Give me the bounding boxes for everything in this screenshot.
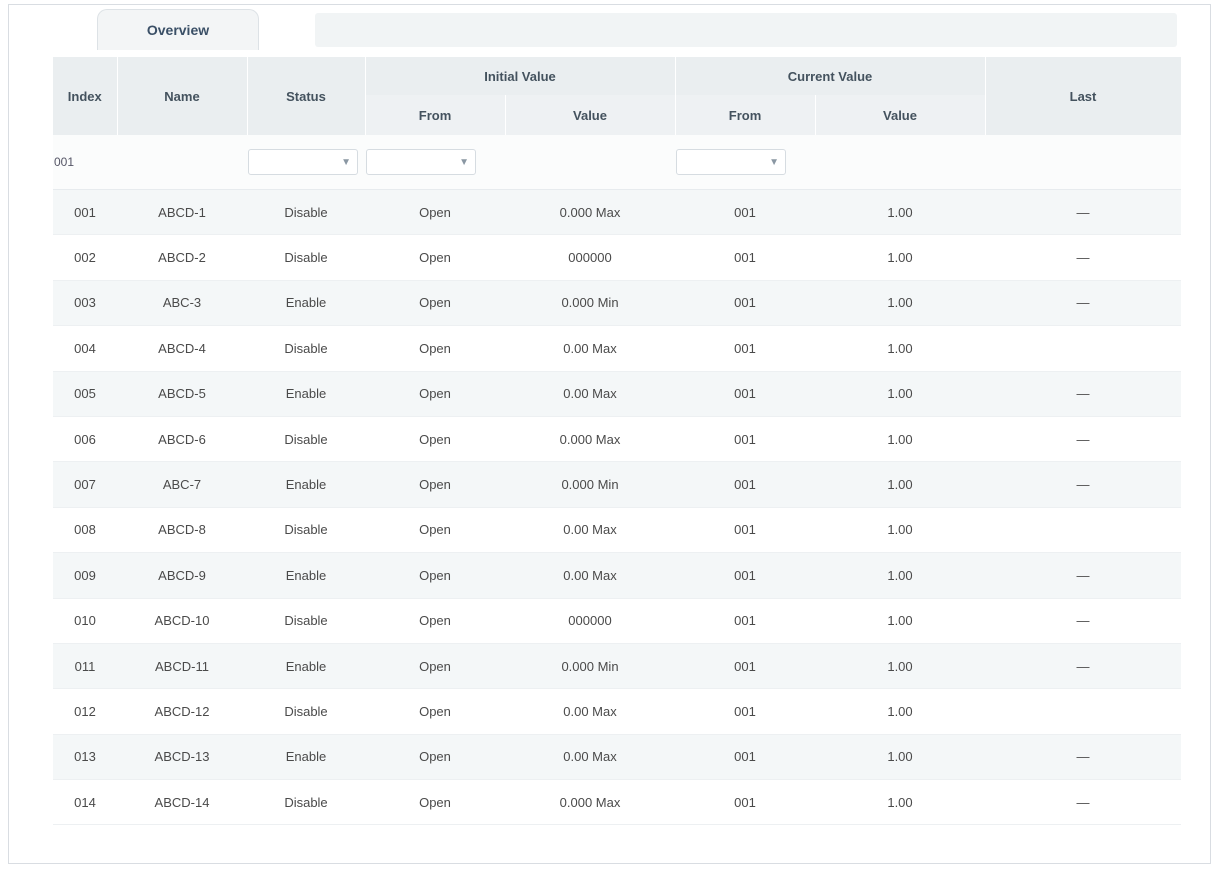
cell-from-current: 001 bbox=[675, 507, 815, 552]
header-group-initial: Initial Value bbox=[365, 57, 675, 95]
cell-index: 014 bbox=[53, 780, 117, 825]
cell-from-current: 001 bbox=[675, 462, 815, 507]
cell-name: ABC-3 bbox=[117, 280, 247, 325]
cell-index: 003 bbox=[53, 280, 117, 325]
filter-value-initial bbox=[505, 135, 675, 190]
cell-from-initial: Open bbox=[365, 507, 505, 552]
cell-name: ABCD-12 bbox=[117, 689, 247, 734]
cell-value-initial: 000000 bbox=[505, 598, 675, 643]
table-row[interactable] bbox=[53, 190, 1181, 235]
cell-value-current: 1.00 bbox=[815, 462, 985, 507]
cell-status: Disable bbox=[247, 326, 365, 371]
cell-name: ABCD-5 bbox=[117, 371, 247, 416]
table-row[interactable] bbox=[53, 780, 1181, 825]
cell-name: ABCD-13 bbox=[117, 734, 247, 779]
table-row[interactable] bbox=[53, 280, 1181, 325]
cell-index: 005 bbox=[53, 371, 117, 416]
cell-name: ABCD-1 bbox=[117, 190, 247, 235]
cell-last: — bbox=[985, 462, 1181, 507]
cell-last: — bbox=[985, 553, 1181, 598]
cell-last: — bbox=[985, 598, 1181, 643]
cell-index: 008 bbox=[53, 507, 117, 552]
filter-name bbox=[117, 135, 247, 190]
cell-from-current: 001 bbox=[675, 326, 815, 371]
cell-value-initial: 0.000 Max bbox=[505, 190, 675, 235]
cell-status: Disable bbox=[247, 689, 365, 734]
cell-index: 011 bbox=[53, 643, 117, 688]
cell-from-initial: Open bbox=[365, 689, 505, 734]
table-row[interactable] bbox=[53, 553, 1181, 598]
filter-last bbox=[985, 135, 1181, 190]
cell-name: ABCD-11 bbox=[117, 643, 247, 688]
cell-name: ABCD-9 bbox=[117, 553, 247, 598]
cell-from-current: 001 bbox=[675, 235, 815, 280]
header-from-current[interactable]: From bbox=[675, 95, 815, 135]
cell-from-current: 001 bbox=[675, 689, 815, 734]
cell-value-current: 1.00 bbox=[815, 235, 985, 280]
cell-status: Enable bbox=[247, 553, 365, 598]
cell-status: Disable bbox=[247, 507, 365, 552]
cell-last bbox=[985, 326, 1181, 371]
cell-value-initial: 0.000 Max bbox=[505, 416, 675, 461]
cell-from-initial: Open bbox=[365, 371, 505, 416]
filter-from-initial-select[interactable] bbox=[366, 149, 476, 175]
cell-value-initial: 0.000 Min bbox=[505, 462, 675, 507]
cell-from-current: 001 bbox=[675, 598, 815, 643]
filter-index: 001 bbox=[53, 135, 117, 190]
cell-status: Disable bbox=[247, 235, 365, 280]
cell-from-initial: Open bbox=[365, 643, 505, 688]
cell-value-current: 1.00 bbox=[815, 643, 985, 688]
header-name[interactable]: Name bbox=[117, 57, 247, 135]
filter-from-current-cell bbox=[675, 135, 815, 190]
cell-status: Disable bbox=[247, 780, 365, 825]
cell-value-current: 1.00 bbox=[815, 780, 985, 825]
cell-last: — bbox=[985, 371, 1181, 416]
cell-index: 010 bbox=[53, 598, 117, 643]
cell-index: 002 bbox=[53, 235, 117, 280]
cell-from-current: 001 bbox=[675, 553, 815, 598]
cell-from-initial: Open bbox=[365, 780, 505, 825]
tab-overview[interactable]: Overview bbox=[97, 9, 259, 50]
cell-from-current: 001 bbox=[675, 190, 815, 235]
cell-from-current: 001 bbox=[675, 416, 815, 461]
cell-value-initial: 0.00 Max bbox=[505, 553, 675, 598]
table-row[interactable] bbox=[53, 734, 1181, 779]
cell-from-current: 001 bbox=[675, 643, 815, 688]
cell-status: Disable bbox=[247, 598, 365, 643]
cell-index: 009 bbox=[53, 553, 117, 598]
cell-index: 007 bbox=[53, 462, 117, 507]
cell-last: — bbox=[985, 280, 1181, 325]
cell-from-initial: Open bbox=[365, 190, 505, 235]
cell-status: Enable bbox=[247, 371, 365, 416]
table-row[interactable] bbox=[53, 598, 1181, 643]
cell-value-initial: 0.000 Min bbox=[505, 643, 675, 688]
filter-from-current-select[interactable] bbox=[676, 149, 786, 175]
header-value-initial[interactable]: Value bbox=[505, 95, 675, 135]
cell-status: Disable bbox=[247, 416, 365, 461]
cell-last: — bbox=[985, 190, 1181, 235]
cell-last bbox=[985, 689, 1181, 734]
cell-from-current: 001 bbox=[675, 371, 815, 416]
cell-value-current: 1.00 bbox=[815, 553, 985, 598]
cell-from-current: 001 bbox=[675, 780, 815, 825]
cell-from-initial: Open bbox=[365, 462, 505, 507]
cell-status: Enable bbox=[247, 462, 365, 507]
filter-status-cell bbox=[247, 135, 365, 190]
cell-status: Disable bbox=[247, 190, 365, 235]
header-index[interactable]: Index bbox=[53, 57, 117, 135]
table-row[interactable] bbox=[53, 643, 1181, 688]
header-last[interactable]: Last bbox=[985, 57, 1181, 135]
cell-value-initial: 0.00 Max bbox=[505, 689, 675, 734]
cell-value-current: 1.00 bbox=[815, 371, 985, 416]
cell-status: Enable bbox=[247, 280, 365, 325]
cell-status: Enable bbox=[247, 643, 365, 688]
table-row[interactable] bbox=[53, 689, 1181, 734]
cell-name: ABCD-2 bbox=[117, 235, 247, 280]
table-row[interactable] bbox=[53, 507, 1181, 552]
cell-index: 012 bbox=[53, 689, 117, 734]
cell-last: — bbox=[985, 643, 1181, 688]
cell-value-current: 1.00 bbox=[815, 598, 985, 643]
cell-value-current: 1.00 bbox=[815, 190, 985, 235]
data-table bbox=[53, 57, 1182, 825]
header-status[interactable]: Status bbox=[247, 57, 365, 135]
cell-from-initial: Open bbox=[365, 235, 505, 280]
cell-last: — bbox=[985, 780, 1181, 825]
filter-status-select[interactable] bbox=[248, 149, 358, 175]
cell-value-current: 1.00 bbox=[815, 416, 985, 461]
cell-value-current: 1.00 bbox=[815, 280, 985, 325]
cell-from-initial: Open bbox=[365, 734, 505, 779]
cell-name: ABCD-4 bbox=[117, 326, 247, 371]
cell-name: ABC-7 bbox=[117, 462, 247, 507]
cell-value-current: 1.00 bbox=[815, 507, 985, 552]
cell-value-current: 1.00 bbox=[815, 734, 985, 779]
cell-last: — bbox=[985, 734, 1181, 779]
tab-strip bbox=[315, 13, 1177, 47]
cell-from-current: 001 bbox=[675, 734, 815, 779]
chevron-down-icon: ▼ bbox=[769, 156, 779, 168]
cell-from-initial: Open bbox=[365, 553, 505, 598]
cell-name: ABCD-10 bbox=[117, 598, 247, 643]
filter-row bbox=[53, 135, 1181, 190]
chevron-down-icon: ▼ bbox=[341, 156, 351, 168]
cell-value-initial: 0.00 Max bbox=[505, 734, 675, 779]
cell-index: 004 bbox=[53, 326, 117, 371]
cell-last: — bbox=[985, 235, 1181, 280]
filter-value-current bbox=[815, 135, 985, 190]
cell-index: 013 bbox=[53, 734, 117, 779]
table-row[interactable] bbox=[53, 371, 1181, 416]
table-row[interactable] bbox=[53, 326, 1181, 371]
cell-value-initial: 0.000 Max bbox=[505, 780, 675, 825]
window bbox=[8, 4, 1211, 864]
cell-from-initial: Open bbox=[365, 416, 505, 461]
cell-value-initial: 0.00 Max bbox=[505, 371, 675, 416]
cell-from-initial: Open bbox=[365, 598, 505, 643]
cell-value-initial: 000000 bbox=[505, 235, 675, 280]
header-from-initial[interactable]: From bbox=[365, 95, 505, 135]
cell-last: — bbox=[985, 416, 1181, 461]
cell-value-initial: 0.00 Max bbox=[505, 326, 675, 371]
cell-name: ABCD-8 bbox=[117, 507, 247, 552]
cell-value-current: 1.00 bbox=[815, 326, 985, 371]
cell-from-initial: Open bbox=[365, 326, 505, 371]
cell-status: Enable bbox=[247, 734, 365, 779]
cell-value-initial: 0.00 Max bbox=[505, 507, 675, 552]
chevron-down-icon: ▼ bbox=[459, 156, 469, 168]
table-row[interactable] bbox=[53, 235, 1181, 280]
cell-from-initial: Open bbox=[365, 280, 505, 325]
table-row[interactable] bbox=[53, 416, 1181, 461]
cell-index: 006 bbox=[53, 416, 117, 461]
cell-value-initial: 0.000 Min bbox=[505, 280, 675, 325]
table-row[interactable] bbox=[53, 462, 1181, 507]
cell-value-current: 1.00 bbox=[815, 689, 985, 734]
cell-name: ABCD-6 bbox=[117, 416, 247, 461]
cell-index: 001 bbox=[53, 190, 117, 235]
cell-from-current: 001 bbox=[675, 280, 815, 325]
filter-from-initial-cell bbox=[365, 135, 505, 190]
tab-bar bbox=[9, 5, 1210, 49]
header-group-current: Current Value bbox=[675, 57, 985, 95]
header-value-current[interactable]: Value bbox=[815, 95, 985, 135]
cell-last bbox=[985, 507, 1181, 552]
cell-name: ABCD-14 bbox=[117, 780, 247, 825]
